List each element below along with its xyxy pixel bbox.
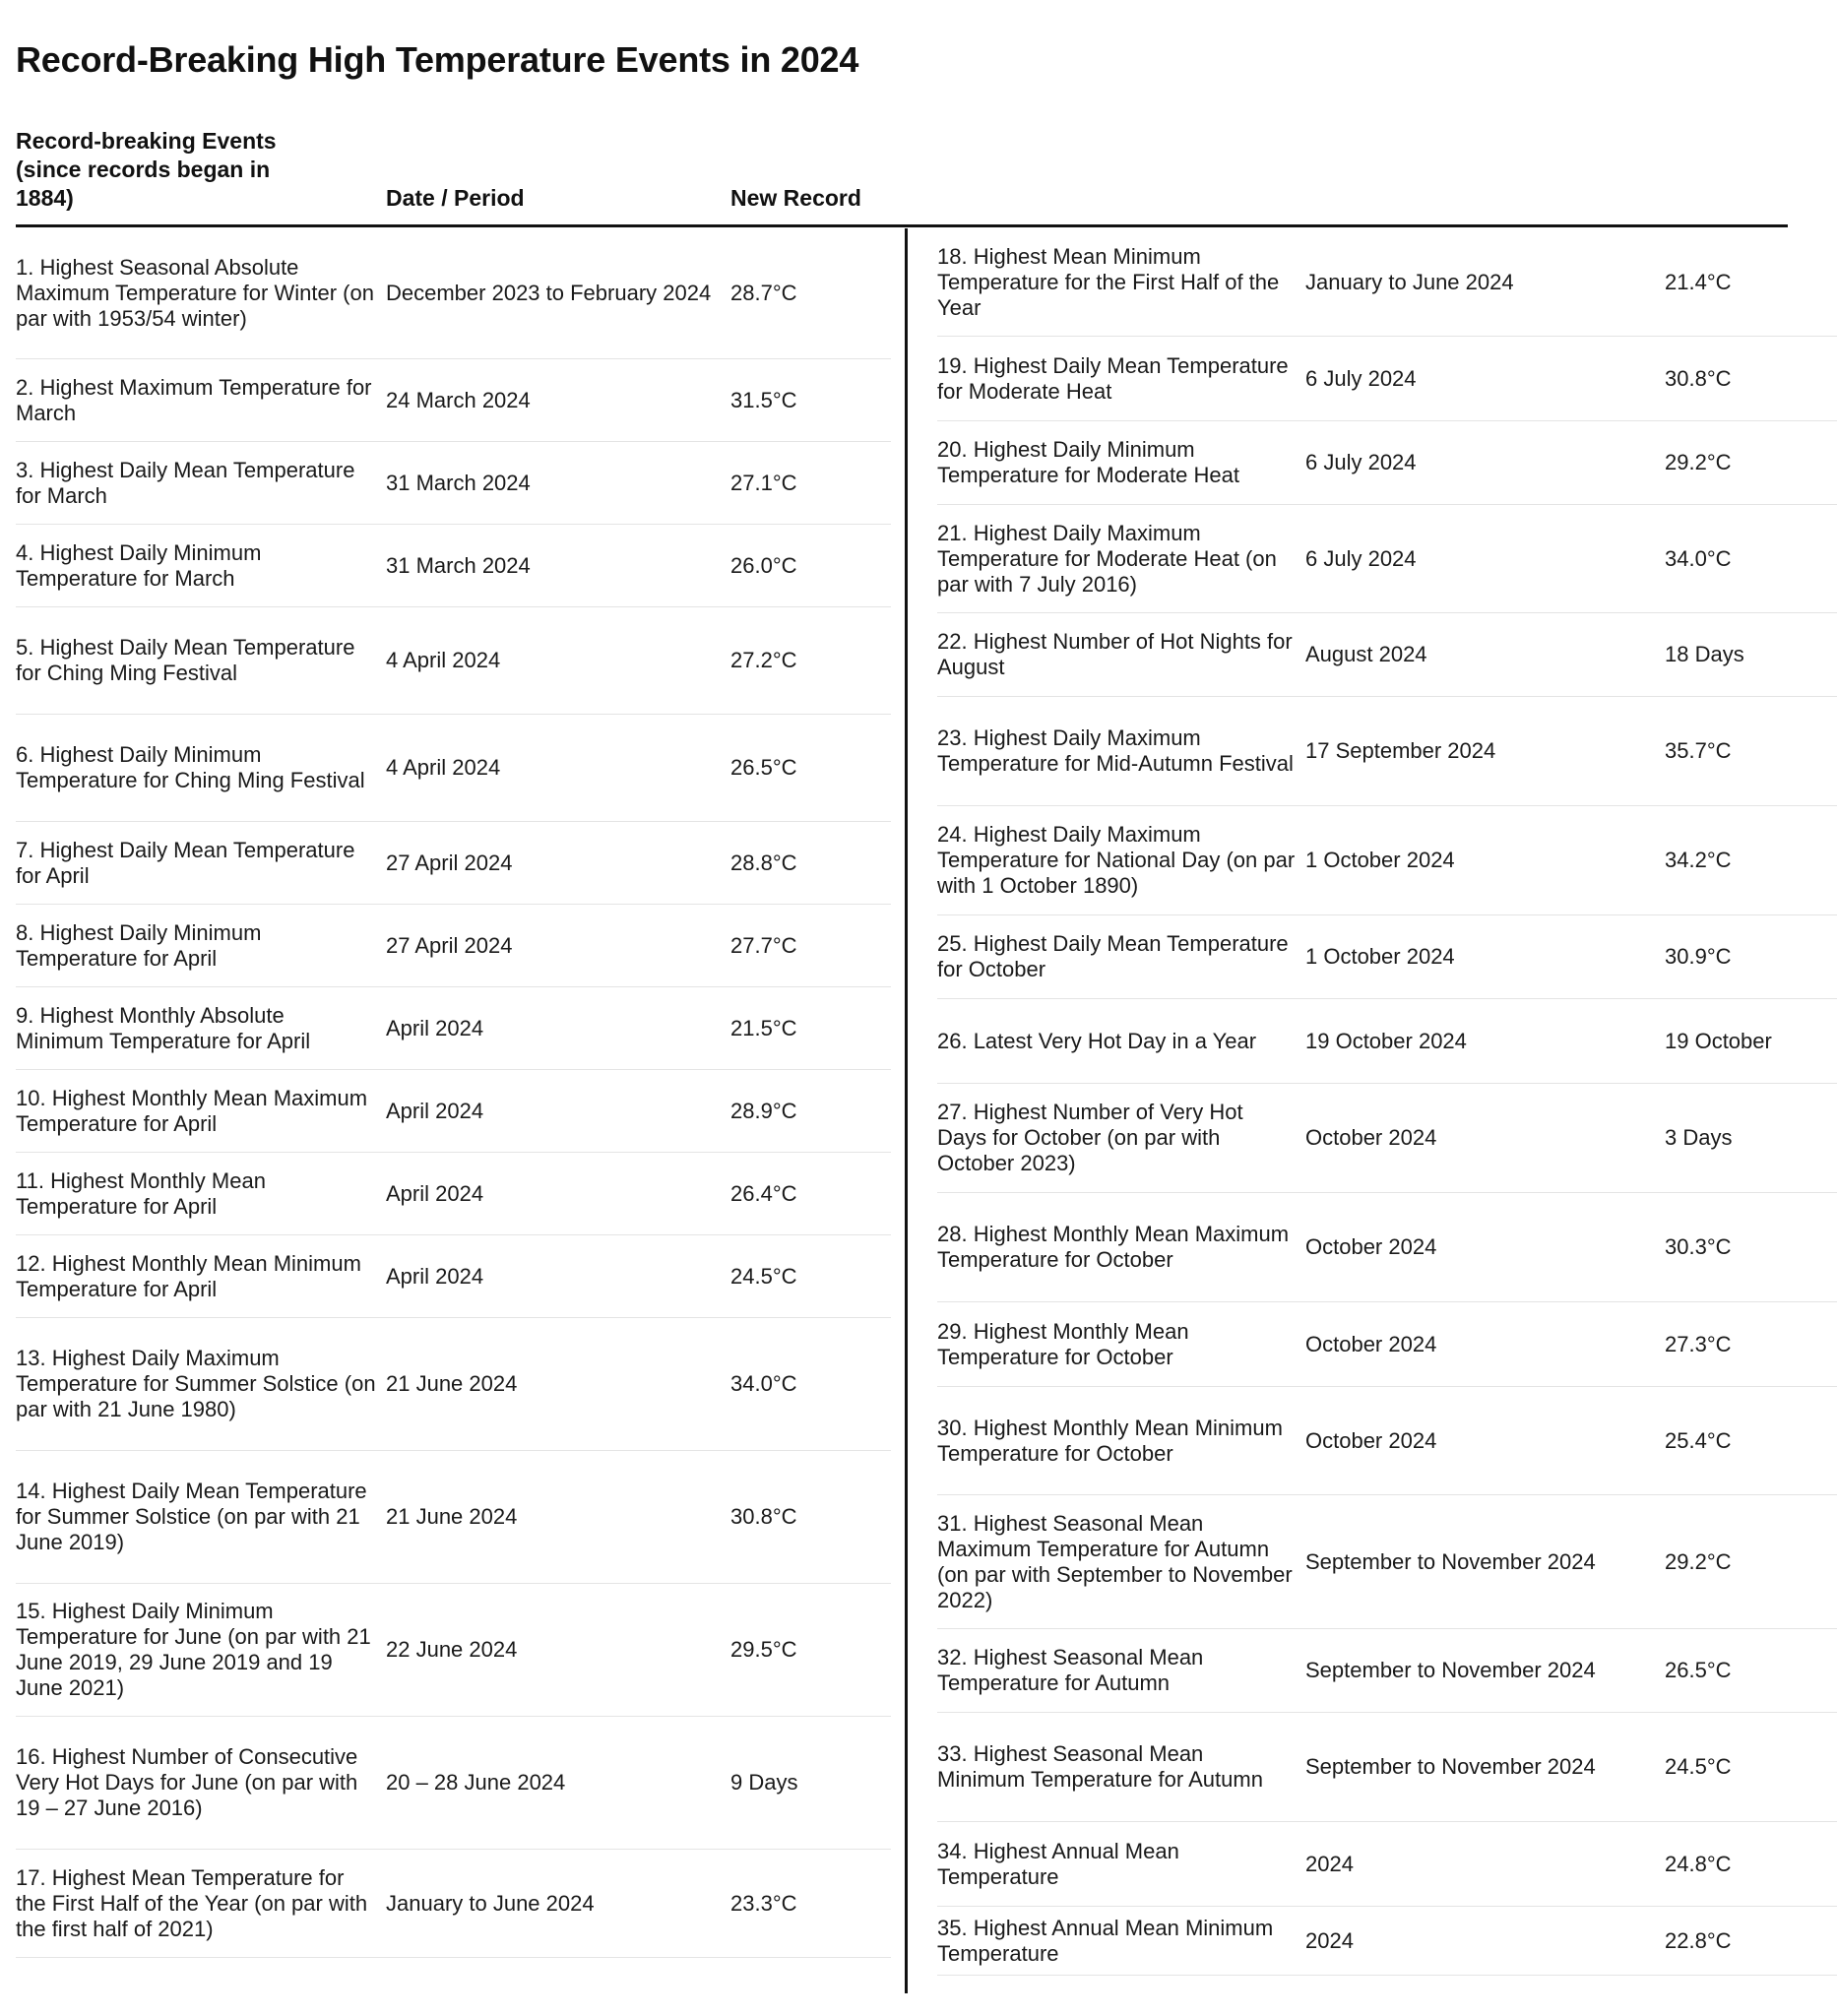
- table-row: [16, 715, 891, 822]
- record-cell: 22.8°C: [1665, 1927, 1732, 1953]
- right-table-column: [937, 228, 1837, 1976]
- date-cell: 6 July 2024: [1305, 365, 1417, 391]
- table-row: [16, 987, 891, 1070]
- date-cell: 20 – 28 June 2024: [386, 1770, 566, 1795]
- date-cell: April 2024: [386, 1180, 484, 1206]
- event-cell: 10. Highest Monthly Mean Maximum Temperature for April: [16, 1085, 368, 1136]
- date-cell: 2024: [1305, 1851, 1354, 1876]
- table-row: [937, 915, 1837, 999]
- record-cell: 26.5°C: [1665, 1658, 1732, 1682]
- table-row: [16, 1717, 891, 1850]
- date-cell: 2024: [1305, 1927, 1354, 1953]
- date-cell: October 2024: [1305, 1125, 1437, 1150]
- record-cell: 27.2°C: [730, 648, 797, 672]
- date-cell: 21 June 2024: [386, 1504, 518, 1529]
- table-row: [937, 1387, 1837, 1495]
- date-cell: October 2024: [1305, 1234, 1437, 1259]
- event-cell: 1. Highest Seasonal Absolute Maximum Temperature for Winter (on par with 1953/54 winter): [16, 255, 374, 331]
- date-cell: April 2024: [386, 1015, 484, 1040]
- table-row: [937, 999, 1837, 1084]
- date-cell: October 2024: [1305, 1427, 1437, 1453]
- date-cell: January to June 2024: [386, 1890, 595, 1916]
- event-cell: 4. Highest Daily Minimum Temperature for March: [16, 539, 262, 591]
- event-cell: 31. Highest Seasonal Mean Maximum Temperature for Autumn (on par with September to November 2022): [937, 1510, 1293, 1612]
- table-row: [16, 1318, 891, 1451]
- table-row: [16, 1451, 891, 1584]
- event-cell: 3. Highest Daily Mean Temperature for March: [16, 457, 355, 508]
- table-row: [937, 337, 1837, 421]
- event-cell: 6. Highest Daily Minimum Temperature for Ching Ming Festival: [16, 742, 365, 792]
- record-cell: 25.4°C: [1665, 1427, 1732, 1453]
- record-cell: 26.0°C: [730, 552, 797, 578]
- date-cell: 6 July 2024: [1305, 450, 1417, 474]
- record-cell: 30.3°C: [1665, 1234, 1732, 1259]
- column-divider: [905, 228, 908, 1993]
- record-cell: 30.8°C: [1665, 365, 1732, 391]
- column-header-record: New Record: [730, 185, 861, 211]
- event-cell: 2. Highest Maximum Temperature for March: [16, 374, 372, 425]
- record-cell: 9 Days: [730, 1770, 798, 1795]
- table-row: [16, 228, 891, 359]
- date-cell: 1 October 2024: [1305, 944, 1455, 969]
- date-cell: December 2023 to February 2024: [386, 281, 712, 305]
- table-row: [16, 525, 891, 607]
- table-row: [16, 1070, 891, 1153]
- header-divider: [16, 224, 1788, 227]
- record-cell: 34.2°C: [1665, 848, 1732, 872]
- event-cell: 27. Highest Number of Very Hot Days for October (on par with October 2023): [937, 1100, 1243, 1175]
- table-row: [937, 1629, 1837, 1713]
- date-cell: 4 April 2024: [386, 648, 501, 672]
- event-cell: 17. Highest Mean Temperature for the First Half of the Year (on par with the first half of 2021): [16, 1864, 368, 1941]
- record-cell: 30.8°C: [730, 1504, 797, 1529]
- table-row: [937, 1193, 1837, 1302]
- table-row: [937, 1822, 1837, 1907]
- event-cell: 16. Highest Number of Consecutive Very Hot Days for June (on par with 19 – 27 June 2016): [16, 1744, 358, 1820]
- record-cell: 27.1°C: [730, 470, 797, 495]
- table-row: [937, 1713, 1837, 1822]
- date-cell: 31 March 2024: [386, 470, 531, 495]
- event-cell: 5. Highest Daily Mean Temperature for Ching Ming Festival: [16, 635, 355, 685]
- event-cell: 21. Highest Daily Maximum Temperature for Moderate Heat (on par with 7 July 2016): [937, 520, 1277, 597]
- table-row: [937, 1495, 1837, 1629]
- record-cell: 27.3°C: [1665, 1331, 1732, 1356]
- date-cell: 21 June 2024: [386, 1371, 518, 1396]
- table-row: [937, 1302, 1837, 1387]
- event-cell: 24. Highest Daily Maximum Temperature for National Day (on par with 1 October 1890): [937, 822, 1296, 898]
- table-row: [937, 1907, 1837, 1976]
- event-cell: 19. Highest Daily Mean Temperature for Moderate Heat: [937, 352, 1289, 404]
- date-cell: 19 October 2024: [1305, 1028, 1467, 1053]
- date-cell: 17 September 2024: [1305, 738, 1496, 763]
- date-cell: 22 June 2024: [386, 1637, 518, 1662]
- event-cell: 22. Highest Number of Hot Nights for August: [937, 629, 1293, 679]
- record-cell: 29.5°C: [730, 1637, 797, 1662]
- event-cell: 29. Highest Monthly Mean Temperature for October: [937, 1318, 1189, 1369]
- date-cell: 24 March 2024: [386, 387, 531, 412]
- table-row: [937, 421, 1837, 505]
- table-row: [16, 442, 891, 525]
- event-cell: 9. Highest Monthly Absolute Minimum Temperature for April: [16, 1002, 311, 1053]
- record-cell: 27.7°C: [730, 932, 797, 958]
- record-cell: 28.7°C: [730, 281, 797, 305]
- record-cell: 3 Days: [1665, 1125, 1733, 1150]
- table-row: [937, 1084, 1837, 1193]
- record-cell: 24.8°C: [1665, 1851, 1732, 1876]
- table-row: [16, 905, 891, 987]
- date-cell: 27 April 2024: [386, 932, 513, 958]
- table-row: [937, 228, 1837, 337]
- date-cell: October 2024: [1305, 1331, 1437, 1356]
- event-cell: 30. Highest Monthly Mean Minimum Temperature for October: [937, 1415, 1283, 1466]
- event-cell: 34. Highest Annual Mean Temperature: [937, 1838, 1179, 1889]
- record-cell: 31.5°C: [730, 387, 797, 412]
- event-cell: 15. Highest Daily Minimum Temperature for June (on par with 21 June 2019, 29 June 2019 and 19 June 2021): [16, 1599, 371, 1700]
- table-row: [16, 1850, 891, 1958]
- table-row: [16, 1153, 891, 1235]
- record-cell: 18 Days: [1665, 642, 1744, 666]
- event-cell: 18. Highest Mean Minimum Temperature for the First Half of the Year: [937, 243, 1280, 320]
- record-cell: 21.5°C: [730, 1015, 797, 1040]
- date-cell: 27 April 2024: [386, 850, 513, 875]
- table-row: [16, 607, 891, 715]
- date-cell: September to November 2024: [1305, 1548, 1596, 1574]
- record-cell: 26.5°C: [730, 755, 797, 780]
- event-cell: 25. Highest Daily Mean Temperature for October: [937, 931, 1289, 981]
- record-cell: 23.3°C: [730, 1890, 797, 1916]
- record-cell: 34.0°C: [730, 1371, 797, 1396]
- date-cell: September to November 2024: [1305, 1754, 1596, 1779]
- table-row: [937, 697, 1837, 806]
- record-cell: 29.2°C: [1665, 1548, 1732, 1574]
- event-cell: 28. Highest Monthly Mean Maximum Temperature for October: [937, 1222, 1290, 1272]
- event-cell: 23. Highest Daily Maximum Temperature for Mid-Autumn Festival: [937, 725, 1294, 776]
- date-cell: 4 April 2024: [386, 755, 501, 780]
- date-cell: 1 October 2024: [1305, 848, 1455, 872]
- event-cell: 11. Highest Monthly Mean Temperature for April: [16, 1167, 266, 1219]
- table-row: [16, 822, 891, 905]
- left-table-column: [16, 228, 891, 1958]
- date-cell: September to November 2024: [1305, 1658, 1596, 1682]
- date-cell: April 2024: [386, 1098, 484, 1123]
- record-cell: 28.8°C: [730, 850, 797, 875]
- date-cell: January to June 2024: [1305, 269, 1514, 294]
- table-row: [937, 806, 1837, 915]
- table-row: [16, 1235, 891, 1318]
- event-cell: 13. Highest Daily Maximum Temperature for Summer Solstice (on par with 21 June 1980): [16, 1346, 376, 1421]
- table-row: [937, 505, 1837, 613]
- record-cell: 19 October: [1665, 1028, 1772, 1053]
- record-cell: 24.5°C: [1665, 1754, 1732, 1779]
- date-cell: 31 March 2024: [386, 552, 531, 578]
- record-cell: 21.4°C: [1665, 269, 1732, 294]
- table-row: [16, 359, 891, 442]
- event-cell: 12. Highest Monthly Mean Minimum Temperature for April: [16, 1250, 361, 1301]
- event-cell: 33. Highest Seasonal Mean Minimum Temperature for Autumn: [937, 1741, 1263, 1792]
- record-cell: 29.2°C: [1665, 450, 1732, 474]
- column-header-event: Record-breaking Events (since records began in 1884): [16, 128, 277, 211]
- event-cell: 8. Highest Daily Minimum Temperature for April: [16, 919, 262, 971]
- event-cell: 26. Latest Very Hot Day in a Year: [937, 1028, 1257, 1053]
- record-cell: 28.9°C: [730, 1098, 797, 1123]
- date-cell: April 2024: [386, 1263, 484, 1289]
- event-cell: 20. Highest Daily Minimum Temperature for Moderate Heat: [937, 437, 1239, 487]
- page-title: Record-Breaking High Temperature Events in 2024: [16, 39, 859, 80]
- event-cell: 35. Highest Annual Mean Minimum Temperature: [937, 1915, 1274, 1966]
- event-cell: 14. Highest Daily Mean Temperature for Summer Solstice (on par with 21 June 2019): [16, 1479, 367, 1554]
- event-cell: 32. Highest Seasonal Mean Temperature for Autumn: [937, 1645, 1204, 1695]
- date-cell: 6 July 2024: [1305, 545, 1417, 571]
- table-row: [16, 1584, 891, 1717]
- record-cell: 24.5°C: [730, 1263, 797, 1289]
- date-cell: August 2024: [1305, 642, 1427, 666]
- event-cell: 7. Highest Daily Mean Temperature for April: [16, 837, 355, 888]
- record-cell: 26.4°C: [730, 1180, 797, 1206]
- table-row: [937, 613, 1837, 697]
- column-header-date: Date / Period: [386, 185, 525, 211]
- record-cell: 34.0°C: [1665, 545, 1732, 571]
- record-cell: 35.7°C: [1665, 738, 1732, 763]
- record-cell: 30.9°C: [1665, 944, 1732, 969]
